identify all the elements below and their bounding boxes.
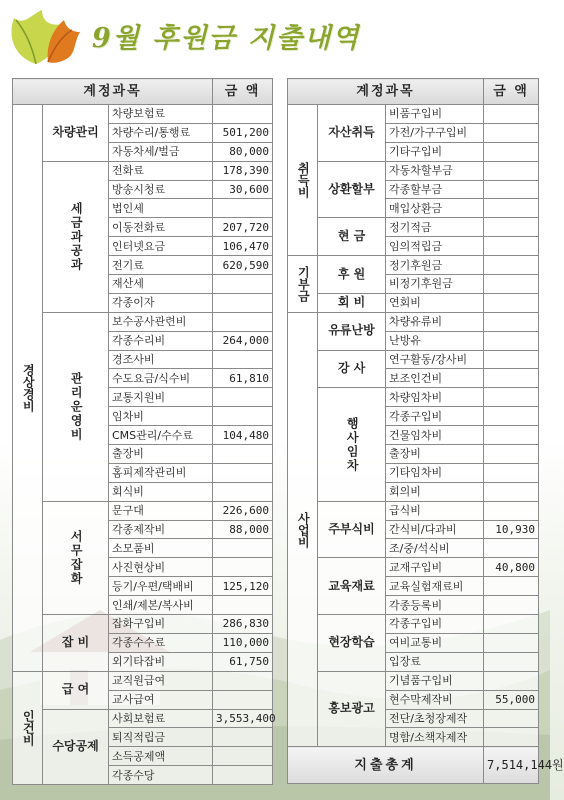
- item-name-cell: 홈피제작관리비: [109, 463, 213, 482]
- item-name-cell: 가전/가구구입비: [386, 123, 484, 142]
- subcategory-cell: 주부식비: [318, 501, 386, 558]
- item-name-cell: 자동차세/벌금: [109, 142, 213, 161]
- item-name-cell: 각종수리비: [109, 331, 213, 350]
- item-name-cell: 기타구입비: [386, 142, 484, 161]
- amount-cell: 106,470: [213, 237, 273, 256]
- item-name-cell: 인쇄/제본/복사비: [109, 596, 213, 615]
- subcategory-cell: 관리운영비: [43, 312, 109, 501]
- item-name-cell: 각종제작비: [109, 520, 213, 539]
- item-name-cell: 교직원급여: [109, 671, 213, 690]
- amount-cell: 501,200: [213, 123, 273, 142]
- amount-cell: [213, 482, 273, 501]
- item-name-cell: 출장비: [109, 445, 213, 464]
- amount-cell: [213, 766, 273, 785]
- amount-cell: [213, 463, 273, 482]
- amount-cell: 80,000: [213, 142, 273, 161]
- amount-cell: [484, 615, 539, 634]
- amount-cell: 178,390: [213, 161, 273, 180]
- item-name-cell: 각종할부금: [386, 180, 484, 199]
- item-name-cell: 방송시청료: [109, 180, 213, 199]
- right-expense-table: [287, 78, 564, 784]
- amount-cell: [484, 671, 539, 690]
- item-name-cell: 보수공사관련비: [109, 312, 213, 331]
- amount-cell: 264,000: [213, 331, 273, 350]
- item-name-cell: 임의적립금: [386, 237, 484, 256]
- amount-cell: [484, 426, 539, 445]
- subcategory-cell: 후 원: [318, 256, 386, 294]
- amount-cell: [213, 293, 273, 312]
- item-name-cell: 전화료: [109, 161, 213, 180]
- amount-cell: [484, 180, 539, 199]
- amount-cell: [484, 369, 539, 388]
- item-name-cell: 잡화구입비: [109, 615, 213, 634]
- table-row: [13, 161, 273, 180]
- table-row: [13, 671, 273, 690]
- amount-cell: [213, 275, 273, 294]
- amount-cell: [213, 388, 273, 407]
- amount-cell: [484, 350, 539, 369]
- item-name-cell: 사진현상비: [109, 558, 213, 577]
- item-name-cell: 각종구입비: [386, 407, 484, 426]
- item-name-cell: 각종구입비: [386, 615, 484, 634]
- header-row: [13, 79, 273, 105]
- amount-cell: [484, 123, 539, 142]
- item-name-cell: 소득공제액: [109, 747, 213, 766]
- item-name-cell: 전기료: [109, 256, 213, 275]
- amount-cell: 3,553,400: [213, 709, 273, 728]
- subcategory-cell: 상환할부: [318, 161, 386, 218]
- item-name-cell: 입장료: [386, 652, 484, 671]
- amount-cell: 286,830: [213, 615, 273, 634]
- subcategory-cell: 수당공제: [43, 709, 109, 785]
- table-row: [288, 293, 539, 312]
- amount-cell: 110,000: [213, 633, 273, 652]
- item-name-cell: 교육실험재료비: [386, 577, 484, 596]
- amount-cell: [484, 388, 539, 407]
- amount-cell: [484, 275, 539, 294]
- amount-cell: 125,120: [213, 577, 273, 596]
- item-name-cell: 명함/소책자제작: [386, 728, 484, 747]
- table-row: [13, 709, 273, 728]
- total-label: 지출총계: [288, 747, 484, 784]
- amount-cell: 88,000: [213, 520, 273, 539]
- category-cell: 취득비: [288, 105, 318, 256]
- left-expense-table: [12, 78, 276, 785]
- table-row: [13, 615, 273, 634]
- item-name-cell: 차량유류비: [386, 312, 484, 331]
- item-name-cell: 매입상환금: [386, 199, 484, 218]
- amount-cell: [484, 445, 539, 464]
- item-name-cell: 외기타잡비: [109, 652, 213, 671]
- item-name-cell: 법인세: [109, 199, 213, 218]
- amount-cell: [484, 652, 539, 671]
- item-name-cell: 이동전화료: [109, 218, 213, 237]
- amount-cell: 620,590: [213, 256, 273, 275]
- subcategory-cell: 유류난방: [318, 312, 386, 350]
- item-name-cell: 조/중/석식비: [386, 539, 484, 558]
- item-name-cell: 인터넷요금: [109, 237, 213, 256]
- header-row: [288, 79, 539, 105]
- item-name-cell: 출장비: [386, 445, 484, 464]
- amount-cell: 30,600: [213, 180, 273, 199]
- item-name-cell: 임차비: [109, 407, 213, 426]
- amount-cell: [484, 482, 539, 501]
- amount-cell: [484, 331, 539, 350]
- item-name-cell: 회의비: [386, 482, 484, 501]
- item-name-cell: 차량수리/통행료: [109, 123, 213, 142]
- table-row: [288, 256, 539, 275]
- amount-cell: [213, 407, 273, 426]
- page-title: 9월 후원금 지출내역: [92, 23, 361, 54]
- item-name-cell: 건물임차비: [386, 426, 484, 445]
- item-name-cell: 경조사비: [109, 350, 213, 369]
- item-name-cell: 교재구입비: [386, 558, 484, 577]
- table-row: [288, 615, 539, 634]
- autumn-leaf-logo: [6, 6, 86, 70]
- account-header: 계정과목: [288, 79, 484, 105]
- amount-cell: [213, 728, 273, 747]
- item-name-cell: 간식비/다과비: [386, 520, 484, 539]
- amount-cell: [213, 199, 273, 218]
- subcategory-cell: 자산취득: [318, 105, 386, 162]
- table-row: [13, 312, 273, 331]
- item-name-cell: 차량보험료: [109, 105, 213, 124]
- subcategory-cell: 홍보광고: [318, 671, 386, 747]
- item-name-cell: 정기후원금: [386, 256, 484, 275]
- amount-cell: 40,800: [484, 558, 539, 577]
- amount-cell: [484, 105, 539, 124]
- amount-cell: 61,750: [213, 652, 273, 671]
- subcategory-cell: 회 비: [318, 293, 386, 312]
- amount-cell: [484, 463, 539, 482]
- category-cell: 사업비: [288, 312, 318, 746]
- item-name-cell: 재산세: [109, 275, 213, 294]
- amount-cell: 104,480: [213, 426, 273, 445]
- amount-cell: [213, 105, 273, 124]
- amount-cell: [213, 312, 273, 331]
- amount-cell: [484, 577, 539, 596]
- item-name-cell: 각종등록비: [386, 596, 484, 615]
- item-name-cell: 비정기후원금: [386, 275, 484, 294]
- category-cell: 경상경비: [13, 105, 43, 672]
- item-name-cell: 등기/우편/택배비: [109, 577, 213, 596]
- category-cell: 기부금: [288, 256, 318, 313]
- category-cell: 인건비: [13, 671, 43, 784]
- subcategory-cell: 세금과공과: [43, 161, 109, 312]
- amount-cell: [213, 671, 273, 690]
- amount-cell: [213, 539, 273, 558]
- item-name-cell: 보조인건비: [386, 369, 484, 388]
- amount-cell: [484, 596, 539, 615]
- amount-cell: [484, 199, 539, 218]
- item-name-cell: 교통지원비: [109, 388, 213, 407]
- item-name-cell: 수도요금/식수비: [109, 369, 213, 388]
- table-row: [288, 312, 539, 331]
- table-row: [288, 105, 539, 124]
- table-row: [288, 388, 539, 407]
- item-name-cell: 여비교통비: [386, 633, 484, 652]
- item-name-cell: 각종수수료: [109, 633, 213, 652]
- amount-cell: [484, 142, 539, 161]
- total-value: 7,514,144원: [484, 747, 539, 784]
- amount-cell: 207,720: [213, 218, 273, 237]
- account-header: 계정과목: [13, 79, 213, 105]
- item-name-cell: 난방유: [386, 331, 484, 350]
- item-name-cell: 회식비: [109, 482, 213, 501]
- subcategory-cell: 서무잡화: [43, 501, 109, 614]
- subcategory-cell: 급 여: [43, 671, 109, 709]
- amount-header: 금 액: [213, 79, 273, 105]
- item-name-cell: 사회보험료: [109, 709, 213, 728]
- table-row: [288, 350, 539, 369]
- item-name-cell: 기타임차비: [386, 463, 484, 482]
- amount-cell: [484, 293, 539, 312]
- subcategory-cell: 차량관리: [43, 105, 109, 162]
- amount-cell: [213, 690, 273, 709]
- item-name-cell: 비품구입비: [386, 105, 484, 124]
- amount-cell: [484, 256, 539, 275]
- amount-cell: [484, 728, 539, 747]
- amount-header: 금 액: [484, 79, 539, 105]
- table-row: [288, 558, 539, 577]
- item-name-cell: 연구활동/강사비: [386, 350, 484, 369]
- item-name-cell: 소모품비: [109, 539, 213, 558]
- item-name-cell: 문구대: [109, 501, 213, 520]
- subcategory-cell: 교육재료: [318, 558, 386, 615]
- subcategory-cell: 현장학습: [318, 615, 386, 672]
- item-name-cell: 각종이자: [109, 293, 213, 312]
- item-name-cell: 급식비: [386, 501, 484, 520]
- amount-cell: 10,930: [484, 520, 539, 539]
- amount-cell: [213, 445, 273, 464]
- item-name-cell: 정기적금: [386, 218, 484, 237]
- item-name-cell: 각종수당: [109, 766, 213, 785]
- amount-cell: 55,000: [484, 690, 539, 709]
- item-name-cell: 전단/초청장제작: [386, 709, 484, 728]
- item-name-cell: CMS관리/수수료: [109, 426, 213, 445]
- amount-cell: [213, 558, 273, 577]
- item-name-cell: 현수막제작비: [386, 690, 484, 709]
- subcategory-cell: 강 사: [318, 350, 386, 388]
- amount-cell: [484, 407, 539, 426]
- amount-cell: [484, 633, 539, 652]
- item-name-cell: 교사급여: [109, 690, 213, 709]
- table-row: [288, 671, 539, 690]
- item-name-cell: 기념품구입비: [386, 671, 484, 690]
- right-expense-panel: [287, 78, 564, 784]
- amount-cell: [484, 237, 539, 256]
- subcategory-cell: 잡 비: [43, 615, 109, 672]
- item-name-cell: 퇴직적립금: [109, 728, 213, 747]
- total-row: [288, 747, 539, 784]
- amount-cell: [213, 596, 273, 615]
- item-name-cell: 연회비: [386, 293, 484, 312]
- table-row: [288, 161, 539, 180]
- subcategory-cell: 현 금: [318, 218, 386, 256]
- item-name-cell: 자동차할부금: [386, 161, 484, 180]
- amount-cell: [484, 218, 539, 237]
- subcategory-cell: 행사임차: [318, 388, 386, 501]
- amount-cell: [484, 312, 539, 331]
- table-row: [288, 218, 539, 237]
- amount-cell: [213, 747, 273, 766]
- amount-cell: 226,600: [213, 501, 273, 520]
- amount-cell: [484, 709, 539, 728]
- amount-cell: [484, 161, 539, 180]
- left-expense-panel: [12, 78, 276, 785]
- amount-cell: [484, 539, 539, 558]
- table-row: [13, 501, 273, 520]
- table-row: [13, 105, 273, 124]
- item-name-cell: 차량임차비: [386, 388, 484, 407]
- amount-cell: [213, 350, 273, 369]
- amount-cell: 61,810: [213, 369, 273, 388]
- table-row: [288, 501, 539, 520]
- amount-cell: [484, 501, 539, 520]
